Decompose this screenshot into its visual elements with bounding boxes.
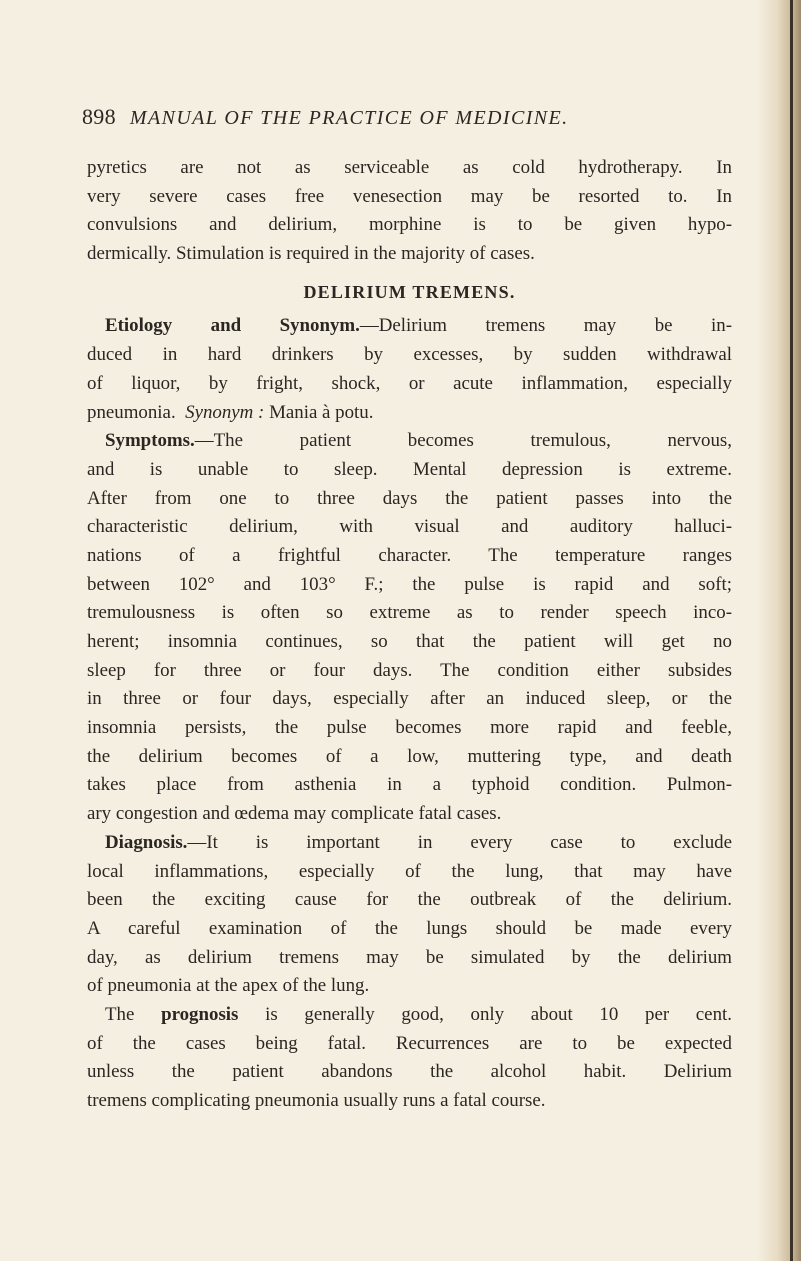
prognosis-line (87, 1001, 732, 1030)
text-line: of the cases being fatal. Recurrences are to be expected (87, 1032, 732, 1054)
text-line: of pneumonia at the apex of the lung. (87, 975, 370, 997)
text-line: between 102° and 103° F.; the pulse is rapid and soft; (87, 573, 732, 595)
text-span: —The patient becomes tremulous, nervous, (194, 430, 732, 452)
text-line: sleep for three or four days. The condition either subsides (87, 659, 732, 681)
text-line: convulsions and delirium, morphine is to be given hypo- (87, 214, 732, 236)
text-line: dermically. Stimulation is required in the majority of cases. (87, 243, 535, 265)
symptoms-line (87, 427, 732, 456)
text-span: is generally good, only about 10 per cent. (265, 1003, 732, 1025)
text-line: local inflammations, especially of the lung, that may have (87, 860, 732, 882)
text-line: day, as delirium tremens may be simulated by the delirium (87, 946, 732, 968)
page-edge-shadow (757, 0, 801, 1261)
text-line: pyretics are not as serviceable as cold hydrotherapy. In (87, 157, 732, 178)
text-span: pneumonia. (87, 401, 176, 423)
diagnosis-label: Diagnosis. (105, 831, 188, 853)
text-line: and is unable to sleep. Mental depression is extreme. (87, 458, 732, 480)
text-line: very severe cases free venesection may be resorted to. In (87, 185, 732, 207)
text-line: herent; insomnia continues, so that the patient will get no (87, 631, 732, 652)
text-line: the delirium becomes of a low, muttering type, and death (87, 745, 732, 767)
running-head: MANUAL OF THE PRACTICE OF MEDICINE. (129, 107, 569, 129)
text-span: The (105, 1003, 135, 1025)
text-line: of liquor, by fright, shock, or acute inflammation, especially (87, 372, 732, 394)
text-span: Mania à potu. (269, 401, 374, 423)
text-line: A careful examination of the lungs should be made every (87, 917, 732, 939)
text-line: tremulousness is often so extreme as to render speech inco- (87, 602, 732, 624)
diagnosis-line (87, 829, 732, 858)
text-line: After from one to three days the patient passes into the (87, 487, 732, 509)
text-line: in three or four days, especially after an induced sleep, or the (87, 688, 732, 710)
section-heading: DELIRIUM TREMENS. (303, 281, 516, 302)
text-span: —Delirium tremens may be in- (359, 315, 733, 337)
text-line: duced in hard drinkers by excesses, by sudden withdrawal (87, 344, 732, 366)
text-line: nations of a frightful character. The temperature ranges (87, 544, 732, 566)
page-edge-line (790, 0, 793, 1261)
text-line: been the exciting cause for the outbreak of the delirium. (87, 889, 732, 911)
text-line: unless the patient abandons the alcohol habit. Delirium (87, 1061, 732, 1083)
text-line: characteristic delirium, with visual and auditory halluci- (87, 516, 732, 538)
etiology-label: Etiology and Synonym. (105, 315, 360, 337)
text-line: ary congestion and œdema may complicate fatal cases. (87, 803, 502, 825)
text-line: tremens complicating pneumonia usually runs a fatal course. (87, 1090, 546, 1111)
synonym-label: Synonym : (185, 401, 265, 423)
symptoms-label: Symptoms. (105, 430, 195, 452)
text-line: insomnia persists, the pulse becomes more rapid and feeble, (87, 717, 732, 739)
synonym-line (87, 399, 732, 428)
page-header (82, 104, 722, 130)
page-body (87, 154, 732, 1116)
text-line: takes place from asthenia in a typhoid condition. Pulmon- (87, 774, 732, 796)
prognosis-label: prognosis (161, 1003, 239, 1025)
etiology-line (87, 312, 732, 341)
text-span: —It is important in every case to exclude (187, 831, 732, 853)
page-number: 898 (82, 104, 116, 129)
